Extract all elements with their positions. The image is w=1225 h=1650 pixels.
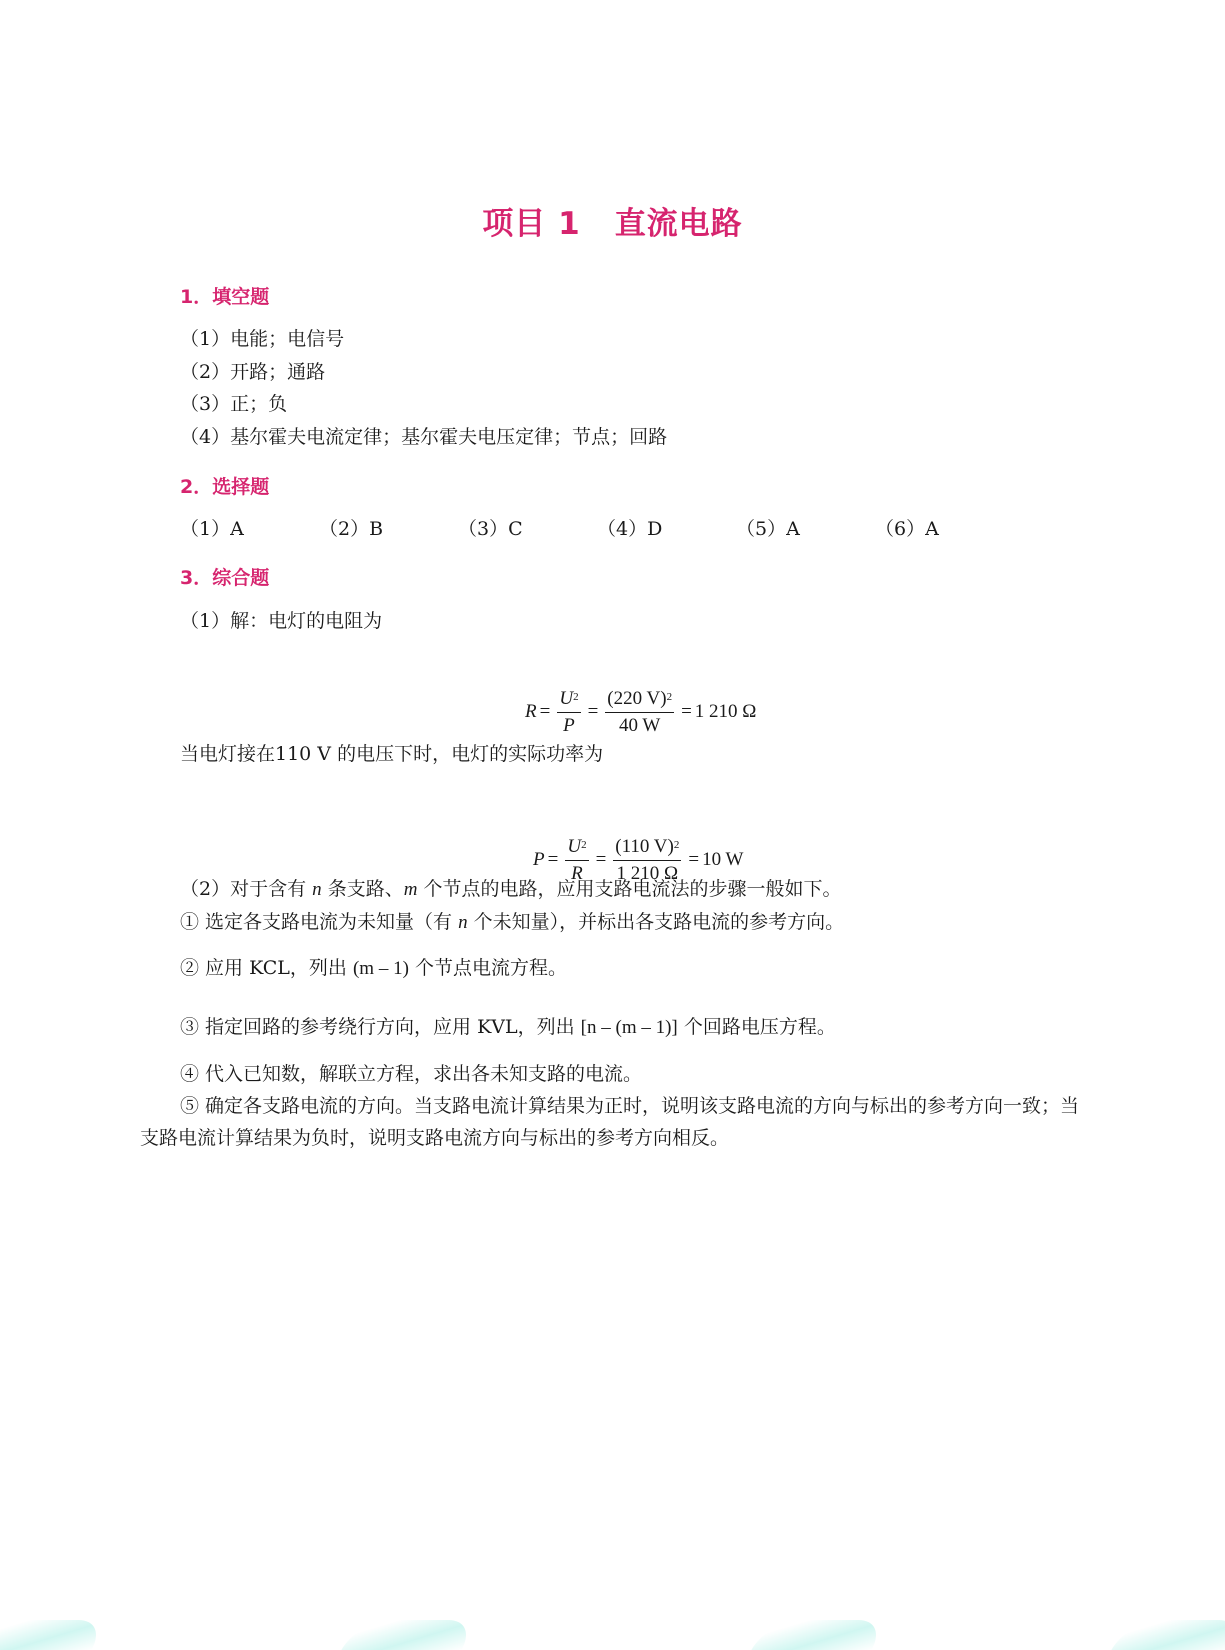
choice-answer-3: （3）C bbox=[458, 518, 523, 540]
step-3: ③ 指定回路的参考绕行方向，应用 KVL，列出 [n – (m – 1)] 个回路电压方程。 bbox=[180, 1016, 836, 1038]
choice-answer-5: （5）A bbox=[736, 518, 800, 540]
step-1: ① 选定各支路电流为未知量（有 n 个未知量），并标出各支路电流的参考方向。 bbox=[180, 911, 845, 933]
eq2-num-val: (110 V) bbox=[615, 835, 674, 857]
eq2-den-val: 1 210 Ω bbox=[616, 862, 679, 884]
q1-intro: （1）解：电灯的电阻为 bbox=[180, 610, 383, 632]
section-heading-choice: 2．选择题 bbox=[180, 476, 270, 498]
title-topic: 直流电路 bbox=[614, 206, 743, 242]
step-2: ② 应用 KCL，列出 (m – 1) 个节点电流方程。 bbox=[180, 957, 567, 979]
fill-answer-2: （2）开路；通路 bbox=[180, 361, 326, 383]
eq1-result: 1 210 Ω bbox=[694, 701, 757, 722]
choice-answer-1: （1）A bbox=[180, 518, 244, 540]
q1-mid-text: 当电灯接在110 V 的电压下时，电灯的实际功率为 bbox=[180, 743, 604, 765]
footer-watermark-edge bbox=[1111, 1620, 1225, 1650]
section-heading-comprehensive: 3．综合题 bbox=[180, 567, 270, 589]
eq1-num-var: U bbox=[559, 687, 574, 709]
eq2-fraction-values: $\frac{(110 V)^2}{1 210 \Omega}$ bbox=[615, 835, 680, 884]
eq1-num-val: (220 V) bbox=[607, 687, 667, 709]
eq1-lhs: R bbox=[525, 701, 537, 722]
equation-resistance: R = $\frac{U^2}{P}$ = $\frac{(220 V)^2}{40 W}$ = 1 210 Ω bbox=[525, 687, 757, 736]
eq1-den-var: P bbox=[563, 714, 575, 736]
fill-answer-1: （1）电能；电信号 bbox=[180, 328, 345, 350]
equation-power: P = $\frac{U^2}{R}$ = $\frac{(110 V)^2}{1 210 \Omega}$ = 10 W bbox=[533, 835, 744, 884]
section-heading-fill: 1．填空题 bbox=[180, 286, 270, 308]
step-5: ⑤ 确定各支路电流的方向。当支路电流计算结果为正时，说明该支路电流的方向与标出的参考方向一致；当支路电流计算结果为负时，说明支路电流方向与标出的参考方向相反。 bbox=[140, 1095, 1080, 1149]
footer-watermark-right bbox=[751, 1620, 888, 1650]
fill-answer-3: （3）正；负 bbox=[180, 393, 288, 415]
choice-answer-6: （6）A bbox=[875, 518, 939, 540]
choice-answer-4: （4）D bbox=[597, 518, 663, 540]
q2-intro: （2）对于含有 n 条支路、m 个节点的电路，应用支路电流法的步骤一般如下。 bbox=[180, 878, 842, 900]
step-4: ④ 代入已知数，解联立方程，求出各未知支路的电流。 bbox=[180, 1063, 643, 1085]
eq2-result: 10 W bbox=[702, 849, 744, 870]
eq2-fraction-symbolic: $\frac{U^2}{R}$ bbox=[567, 835, 587, 884]
eq2-num-var: U bbox=[567, 835, 582, 857]
eq1-fraction-symbolic: $\frac{U^2}{P}$ bbox=[559, 687, 579, 736]
choice-answer-2: （2）B bbox=[319, 518, 384, 540]
eq2-den-var: R bbox=[571, 862, 583, 884]
fill-answer-4: （4）基尔霍夫电流定律；基尔霍夫电压定律；节点；回路 bbox=[180, 426, 668, 448]
footer-watermark-mid bbox=[341, 1620, 478, 1650]
page-title bbox=[0, 198, 1225, 243]
eq1-den-val: 40 W bbox=[619, 714, 661, 736]
title-project-number: 项目 1 bbox=[482, 206, 581, 242]
footer-watermark-left bbox=[0, 1620, 109, 1650]
eq1-fraction-values: $\frac{(220 V)^2}{40 W}$ bbox=[607, 687, 673, 736]
eq2-lhs: P bbox=[533, 849, 545, 870]
